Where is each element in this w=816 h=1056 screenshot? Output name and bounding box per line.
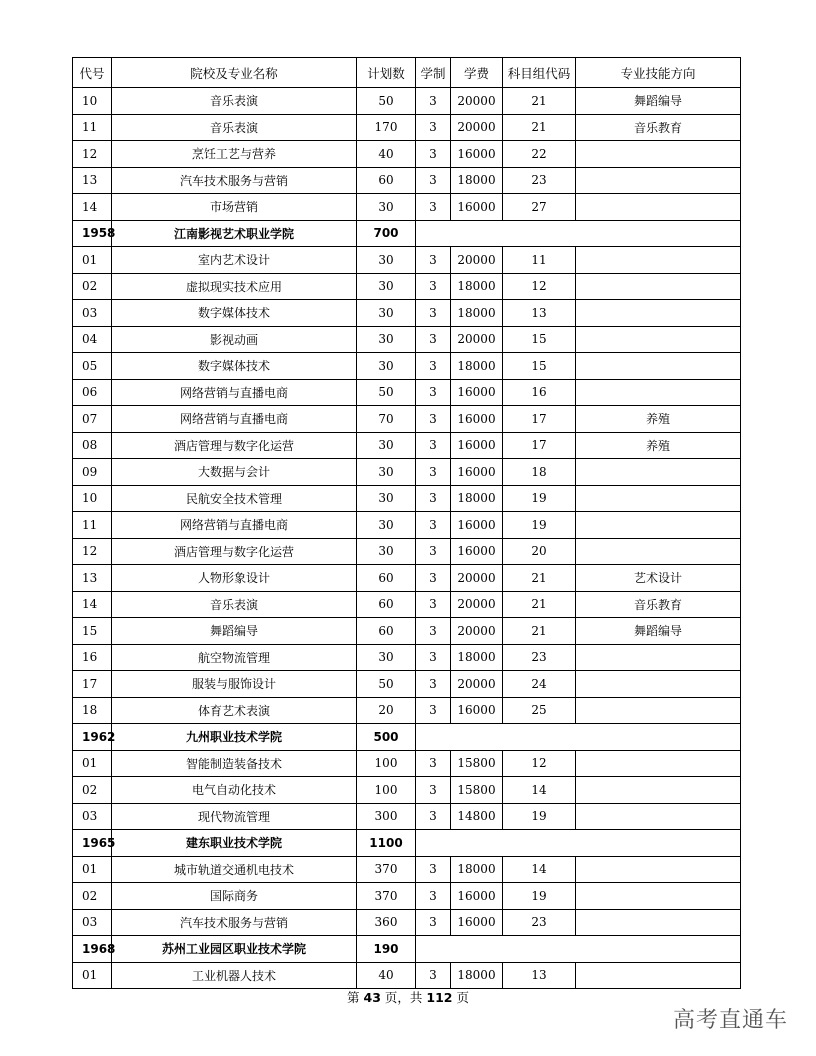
major-subject-code: 21 [503,591,576,618]
major-plan: 100 [357,750,416,777]
major-subject-code: 13 [503,300,576,327]
major-fee: 20000 [451,88,503,115]
major-fee: 16000 [451,512,503,539]
major-name: 虚拟现实技术应用 [112,273,357,300]
watermark: 高考直通车 [672,1008,788,1033]
school-name: 江南影视艺术职业学院 [112,220,357,247]
major-years: 3 [416,962,451,989]
major-plan: 60 [357,565,416,592]
school-row-blank [416,830,741,857]
table-row [73,353,741,380]
major-code: 16 [73,644,112,671]
major-fee: 20000 [451,618,503,645]
major-skill [576,671,741,698]
major-skill [576,538,741,565]
major-fee: 16000 [451,909,503,936]
major-years: 3 [416,114,451,141]
header-plan: 计划数 [357,58,416,88]
major-code: 14 [73,194,112,221]
major-skill: 养殖 [576,406,741,433]
major-skill [576,300,741,327]
major-skill [576,856,741,883]
table-row [73,591,741,618]
major-skill [576,194,741,221]
major-skill [576,459,741,486]
major-years: 3 [416,697,451,724]
major-name: 人物形象设计 [112,565,357,592]
major-code: 07 [73,406,112,433]
major-name: 音乐表演 [112,591,357,618]
table-row [73,671,741,698]
table-row [73,909,741,936]
major-code: 02 [73,883,112,910]
major-name: 城市轨道交通机电技术 [112,856,357,883]
major-years: 3 [416,856,451,883]
major-code: 01 [73,750,112,777]
major-plan: 60 [357,618,416,645]
major-fee: 16000 [451,141,503,168]
major-subject-code: 22 [503,141,576,168]
table-row [73,459,741,486]
major-subject-code: 12 [503,750,576,777]
major-fee: 18000 [451,644,503,671]
major-name: 智能制造装备技术 [112,750,357,777]
major-fee: 15800 [451,777,503,804]
major-skill [576,353,741,380]
header-years: 学制 [416,58,451,88]
major-years: 3 [416,432,451,459]
major-plan: 370 [357,883,416,910]
major-plan: 40 [357,962,416,989]
major-subject-code: 21 [503,565,576,592]
major-code: 03 [73,300,112,327]
major-subject-code: 27 [503,194,576,221]
major-years: 3 [416,379,451,406]
major-name: 数字媒体技术 [112,300,357,327]
major-name: 大数据与会计 [112,459,357,486]
major-name: 网络营销与直播电商 [112,406,357,433]
major-fee: 16000 [451,379,503,406]
header-fee: 学费 [451,58,503,88]
table-body [73,88,741,989]
major-years: 3 [416,353,451,380]
school-plan: 700 [357,220,416,247]
table-row [73,777,741,804]
major-plan: 50 [357,379,416,406]
major-code: 17 [73,671,112,698]
major-fee: 18000 [451,353,503,380]
footer-prefix: 第 [347,990,364,1005]
major-years: 3 [416,300,451,327]
major-fee: 18000 [451,485,503,512]
school-row [73,936,741,963]
major-skill: 舞蹈编导 [576,618,741,645]
major-name: 汽车技术服务与营销 [112,909,357,936]
school-plan: 190 [357,936,416,963]
major-fee: 16000 [451,459,503,486]
major-fee: 18000 [451,167,503,194]
major-skill: 养殖 [576,432,741,459]
major-years: 3 [416,671,451,698]
major-name: 网络营销与直播电商 [112,512,357,539]
major-plan: 30 [357,273,416,300]
major-plan: 30 [357,300,416,327]
major-code: 04 [73,326,112,353]
table-row [73,538,741,565]
header-skill: 专业技能方向 [576,58,741,88]
major-plan: 50 [357,671,416,698]
table-row [73,697,741,724]
major-name: 酒店管理与数字化运营 [112,432,357,459]
major-plan: 50 [357,88,416,115]
major-skill: 舞蹈编导 [576,88,741,115]
major-subject-code: 23 [503,909,576,936]
major-subject-code: 24 [503,671,576,698]
major-plan: 70 [357,406,416,433]
major-years: 3 [416,803,451,830]
footer-page-number: 43 [363,990,381,1005]
major-code: 03 [73,909,112,936]
major-skill [576,883,741,910]
major-code: 13 [73,565,112,592]
major-subject-code: 23 [503,167,576,194]
major-subject-code: 14 [503,777,576,804]
major-years: 3 [416,459,451,486]
major-subject-code: 19 [503,485,576,512]
major-name: 酒店管理与数字化运营 [112,538,357,565]
table-row [73,618,741,645]
table-row [73,644,741,671]
major-code: 09 [73,459,112,486]
major-years: 3 [416,141,451,168]
table-row [73,856,741,883]
major-years: 3 [416,273,451,300]
major-code: 13 [73,167,112,194]
header-code: 代号 [73,58,112,88]
major-years: 3 [416,618,451,645]
table-row [73,194,741,221]
major-skill [576,247,741,274]
major-skill: 音乐教育 [576,591,741,618]
major-fee: 18000 [451,962,503,989]
major-code: 10 [73,485,112,512]
major-subject-code: 12 [503,273,576,300]
school-name: 建东职业技术学院 [112,830,357,857]
major-name: 工业机器人技术 [112,962,357,989]
major-code: 01 [73,962,112,989]
major-years: 3 [416,565,451,592]
major-name: 体育艺术表演 [112,697,357,724]
major-skill [576,485,741,512]
major-skill [576,141,741,168]
footer-total-pages: 112 [426,990,453,1005]
major-skill [576,167,741,194]
major-skill [576,777,741,804]
major-subject-code: 16 [503,379,576,406]
major-code: 12 [73,141,112,168]
table-row [73,273,741,300]
table-row [73,803,741,830]
major-code: 14 [73,591,112,618]
major-plan: 30 [357,512,416,539]
admission-plan-table [72,57,741,989]
table-row [73,247,741,274]
major-fee: 16000 [451,538,503,565]
major-fee: 18000 [451,856,503,883]
major-skill [576,750,741,777]
major-plan: 30 [357,194,416,221]
major-name: 电气自动化技术 [112,777,357,804]
table-row [73,379,741,406]
major-plan: 30 [357,538,416,565]
table-row [73,485,741,512]
major-skill [576,803,741,830]
school-row-blank [416,220,741,247]
major-subject-code: 20 [503,538,576,565]
major-subject-code: 17 [503,406,576,433]
major-name: 舞蹈编导 [112,618,357,645]
major-years: 3 [416,194,451,221]
major-subject-code: 19 [503,803,576,830]
major-name: 市场营销 [112,194,357,221]
header-name: 院校及专业名称 [112,58,357,88]
major-years: 3 [416,777,451,804]
major-plan: 300 [357,803,416,830]
school-row [73,830,741,857]
major-code: 18 [73,697,112,724]
major-subject-code: 21 [503,114,576,141]
major-plan: 30 [357,326,416,353]
major-fee: 18000 [451,273,503,300]
major-code: 03 [73,803,112,830]
major-name: 服装与服饰设计 [112,671,357,698]
table-row [73,114,741,141]
major-skill: 艺术设计 [576,565,741,592]
major-fee: 18000 [451,300,503,327]
major-code: 02 [73,777,112,804]
major-subject-code: 19 [503,512,576,539]
major-skill [576,962,741,989]
major-name: 国际商务 [112,883,357,910]
major-skill [576,644,741,671]
table-row [73,326,741,353]
major-subject-code: 15 [503,353,576,380]
major-name: 现代物流管理 [112,803,357,830]
school-row-blank [416,936,741,963]
major-years: 3 [416,247,451,274]
major-name: 音乐表演 [112,88,357,115]
major-code: 06 [73,379,112,406]
major-fee: 20000 [451,247,503,274]
major-years: 3 [416,485,451,512]
school-code: 1962 [73,724,112,751]
major-skill [576,909,741,936]
table-row [73,406,741,433]
major-years: 3 [416,644,451,671]
footer-middle: 页，共 [380,990,427,1005]
major-code: 10 [73,88,112,115]
major-plan: 30 [357,485,416,512]
footer-suffix: 页 [452,990,469,1005]
table-row [73,512,741,539]
school-code: 1965 [73,830,112,857]
school-plan: 500 [357,724,416,751]
school-row-blank [416,724,741,751]
major-fee: 14800 [451,803,503,830]
school-row [73,220,741,247]
major-code: 02 [73,273,112,300]
major-plan: 30 [357,644,416,671]
major-code: 11 [73,114,112,141]
major-code: 11 [73,512,112,539]
major-name: 民航安全技术管理 [112,485,357,512]
major-plan: 360 [357,909,416,936]
major-subject-code: 18 [503,459,576,486]
major-years: 3 [416,883,451,910]
major-plan: 30 [357,353,416,380]
major-skill [576,273,741,300]
major-name: 汽车技术服务与营销 [112,167,357,194]
school-code: 1968 [73,936,112,963]
major-years: 3 [416,591,451,618]
table-header-row [73,58,741,88]
major-subject-code: 21 [503,618,576,645]
major-name: 航空物流管理 [112,644,357,671]
major-code: 15 [73,618,112,645]
major-fee: 20000 [451,671,503,698]
major-subject-code: 19 [503,883,576,910]
school-name: 九州职业技术学院 [112,724,357,751]
major-years: 3 [416,538,451,565]
major-fee: 16000 [451,194,503,221]
major-plan: 30 [357,432,416,459]
school-code: 1958 [73,220,112,247]
school-plan: 1100 [357,830,416,857]
major-code: 12 [73,538,112,565]
major-code: 01 [73,247,112,274]
major-plan: 370 [357,856,416,883]
major-subject-code: 14 [503,856,576,883]
major-years: 3 [416,88,451,115]
table-row [73,167,741,194]
table-row [73,750,741,777]
major-fee: 16000 [451,697,503,724]
major-skill [576,697,741,724]
major-skill: 音乐教育 [576,114,741,141]
major-name: 数字媒体技术 [112,353,357,380]
major-skill [576,326,741,353]
major-plan: 60 [357,591,416,618]
major-fee: 20000 [451,326,503,353]
major-fee: 15800 [451,750,503,777]
major-name: 音乐表演 [112,114,357,141]
major-name: 影视动画 [112,326,357,353]
major-code: 01 [73,856,112,883]
major-years: 3 [416,909,451,936]
table-row [73,962,741,989]
major-code: 05 [73,353,112,380]
major-fee: 16000 [451,883,503,910]
major-subject-code: 15 [503,326,576,353]
major-years: 3 [416,750,451,777]
major-subject-code: 23 [503,644,576,671]
major-subject-code: 13 [503,962,576,989]
major-years: 3 [416,326,451,353]
table-row [73,432,741,459]
table-row [73,88,741,115]
major-years: 3 [416,167,451,194]
major-years: 3 [416,406,451,433]
major-plan: 100 [357,777,416,804]
major-name: 烹饪工艺与营养 [112,141,357,168]
major-plan: 20 [357,697,416,724]
table-row [73,565,741,592]
table-row [73,883,741,910]
school-name: 苏州工业园区职业技术学院 [112,936,357,963]
table-row [73,141,741,168]
major-years: 3 [416,512,451,539]
major-name: 室内艺术设计 [112,247,357,274]
school-row [73,724,741,751]
major-skill [576,512,741,539]
major-plan: 60 [357,167,416,194]
major-plan: 40 [357,141,416,168]
table-row [73,300,741,327]
major-fee: 16000 [451,406,503,433]
header-subject: 科目组代码 [503,58,576,88]
major-skill [576,379,741,406]
major-subject-code: 11 [503,247,576,274]
major-fee: 16000 [451,432,503,459]
major-fee: 20000 [451,591,503,618]
major-fee: 20000 [451,114,503,141]
major-plan: 30 [357,247,416,274]
major-name: 网络营销与直播电商 [112,379,357,406]
major-subject-code: 21 [503,88,576,115]
major-plan: 30 [357,459,416,486]
major-plan: 170 [357,114,416,141]
major-subject-code: 25 [503,697,576,724]
major-fee: 20000 [451,565,503,592]
major-code: 08 [73,432,112,459]
major-subject-code: 17 [503,432,576,459]
